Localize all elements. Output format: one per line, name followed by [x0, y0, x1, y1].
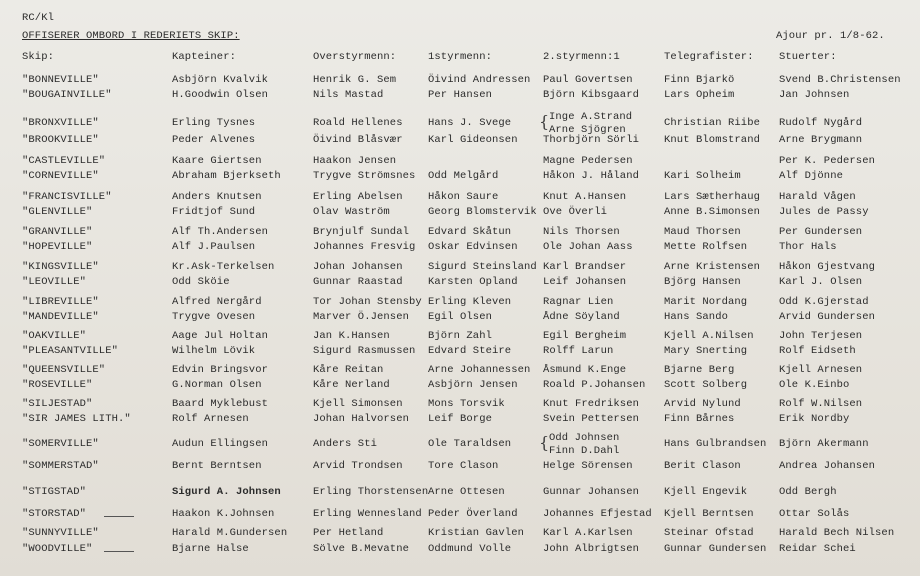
first-mate-name: Karl Gideonsen	[428, 134, 518, 146]
ship-name: "BROOKVILLE"	[22, 134, 99, 146]
second-mate-name: Gunnar Johansen	[543, 486, 640, 498]
captain-name: Wilhelm Lövik	[172, 345, 256, 357]
captain-name: Peder Alvenes	[172, 134, 256, 146]
captain-name: Sigurd A. Johnsen	[172, 486, 281, 498]
second-mate-name: Finn D.Dahl	[549, 445, 620, 457]
chief-mate-name: Kåre Nerland	[313, 379, 390, 391]
ship-name: "CASTLEVILLE"	[22, 155, 106, 167]
chief-mate-name: Henrik G. Sem	[313, 74, 397, 86]
steward-name: Alf Djönne	[779, 170, 844, 182]
ship-name: "SILJESTAD"	[22, 398, 93, 410]
captain-name: Rolf Arnesen	[172, 413, 249, 425]
first-mate-name: Edvard Skåtun	[428, 226, 512, 238]
steward-name: Rolf W.Nilsen	[779, 398, 863, 410]
radio-operator-name: Knut Blomstrand	[664, 134, 761, 146]
underline-dash	[104, 516, 134, 517]
radio-operator-name: Arvid Nylund	[664, 398, 741, 410]
radio-operator-name: Maud Thorsen	[664, 226, 741, 238]
steward-name: Kjell Arnesen	[779, 364, 863, 376]
captain-name: Kr.Ask-Terkelsen	[172, 261, 275, 273]
steward-name: Björn Akermann	[779, 438, 869, 450]
radio-operator-name: Christian Riibe	[664, 117, 761, 129]
chief-mate-name: Brynjulf Sundal	[313, 226, 410, 238]
header-second-mate: 2.styrmenn:1	[543, 51, 620, 63]
first-mate-name: Odd Melgård	[428, 170, 499, 182]
captain-name: Alf Th.Andersen	[172, 226, 269, 238]
ship-name: "SOMERVILLE"	[22, 438, 99, 450]
radio-operator-name: Björg Hansen	[664, 276, 741, 288]
radio-operator-name: Kjell Berntsen	[664, 508, 754, 520]
captain-name: Anders Knutsen	[172, 191, 262, 203]
captain-name: Harald M.Gundersen	[172, 527, 288, 539]
ship-name: "BONNEVILLE"	[22, 74, 99, 86]
ship-name: "FRANCISVILLE"	[22, 191, 112, 203]
second-mate-name: Ove Överli	[543, 206, 608, 218]
chief-mate-name: Nils Mastad	[313, 89, 384, 101]
captain-name: Audun Ellingsen	[172, 438, 269, 450]
second-mate-name: Thorbjörn Sörli	[543, 134, 640, 146]
second-mate-name: Johannes Efjestad	[543, 508, 652, 520]
captain-name: H.Goodwin Olsen	[172, 89, 269, 101]
chief-mate-name: Tor Johan Stensby	[313, 296, 422, 308]
second-mate-name: Magne Pedersen	[543, 155, 633, 167]
ship-name: "STORSTAD"	[22, 508, 87, 520]
chief-mate-name: Olav Waström	[313, 206, 390, 218]
radio-operator-name: Mary Snerting	[664, 345, 748, 357]
chief-mate-name: Anders Sti	[313, 438, 378, 450]
second-mate-name: Åsmund K.Enge	[543, 364, 627, 376]
radio-operator-name: Bjarne Berg	[664, 364, 735, 376]
first-mate-name: Erling Kleven	[428, 296, 512, 308]
radio-operator-name: Berit Clason	[664, 460, 741, 472]
ship-name: "SOMMERSTAD"	[22, 460, 99, 472]
captain-name: Odd Sköie	[172, 276, 230, 288]
ship-name: "ROSEVILLE"	[22, 379, 93, 391]
second-mate-name: Svein Pettersen	[543, 413, 640, 425]
first-mate-name: Öivind Andressen	[428, 74, 531, 86]
chief-mate-name: Roald Hellenes	[313, 117, 403, 129]
steward-name: Håkon Gjestvang	[779, 261, 876, 273]
ship-name: "SUNNYVILLE"	[22, 527, 99, 539]
radio-operator-name: Anne B.Simonsen	[664, 206, 761, 218]
steward-name: Harald Vågen	[779, 191, 856, 203]
steward-name: Erik Nordby	[779, 413, 850, 425]
steward-name: Jan Johnsen	[779, 89, 850, 101]
captain-name: Trygve Ovesen	[172, 311, 256, 323]
captain-name: Kaare Giertsen	[172, 155, 262, 167]
first-mate-name: Ole Taraldsen	[428, 438, 512, 450]
captain-name: Alfred Nergård	[172, 296, 262, 308]
chief-mate-name: Per Hetland	[313, 527, 384, 539]
first-mate-name: Oskar Edvinsen	[428, 241, 518, 253]
first-mate-name: Asbjörn Jensen	[428, 379, 518, 391]
ship-name: "WOODVILLE"	[22, 543, 93, 555]
steward-name: Arvid Gundersen	[779, 311, 876, 323]
first-mate-name: Peder Överland	[428, 508, 518, 520]
ship-name: "GRANVILLE"	[22, 226, 93, 238]
steward-name: Rolf Eidseth	[779, 345, 856, 357]
first-mate-name: Hans J. Svege	[428, 117, 512, 129]
chief-mate-name: Kjell Simonsen	[313, 398, 403, 410]
document-reference: RC/Kl	[22, 12, 55, 24]
chief-mate-name: Erling Wennesland	[313, 508, 422, 520]
second-mate-name: Leif Johansen	[543, 276, 627, 288]
chief-mate-name: Erling Thorstensen	[313, 486, 429, 498]
steward-name: John Terjesen	[779, 330, 863, 342]
radio-operator-name: Lars Opheim	[664, 89, 735, 101]
ship-name: "BOUGAINVILLE"	[22, 89, 112, 101]
steward-name: Odd K.Gjerstad	[779, 296, 869, 308]
ship-name: "OAKVILLE"	[22, 330, 87, 342]
first-mate-name: Leif Borge	[428, 413, 493, 425]
captain-name: Bernt Berntsen	[172, 460, 262, 472]
chief-mate-name: Johan Halvorsen	[313, 413, 410, 425]
captain-name: Erling Tysnes	[172, 117, 256, 129]
steward-name: Thor Hals	[779, 241, 837, 253]
captain-name: Aage Jul Holtan	[172, 330, 269, 342]
captain-name: Asbjörn Kvalvik	[172, 74, 269, 86]
steward-name: Rudolf Nygård	[779, 117, 863, 129]
ship-name: "HOPEVILLE"	[22, 241, 93, 253]
second-mate-name: Knut Fredriksen	[543, 398, 640, 410]
first-mate-name: Kristian Gavlen	[428, 527, 525, 539]
second-mate-name: Helge Sörensen	[543, 460, 633, 472]
captain-name: Fridtjof Sund	[172, 206, 256, 218]
chief-mate-name: Erling Abelsen	[313, 191, 403, 203]
radio-operator-name: Arne Kristensen	[664, 261, 761, 273]
first-mate-name: Oddmund Volle	[428, 543, 512, 555]
second-mate-name: Karl A.Karlsen	[543, 527, 633, 539]
radio-operator-name: Kjell Engevik	[664, 486, 748, 498]
second-mate-name: Inge A.Strand	[549, 111, 633, 123]
radio-operator-name: Hans Gulbrandsen	[664, 438, 767, 450]
steward-name: Jules de Passy	[779, 206, 869, 218]
chief-mate-name: Kåre Reitan	[313, 364, 384, 376]
ship-name: "PLEASANTVILLE"	[22, 345, 119, 357]
captain-name: Edvin Bringsvor	[172, 364, 269, 376]
first-mate-name: Georg Blomstervik	[428, 206, 537, 218]
steward-name: Svend B.Christensen	[779, 74, 901, 86]
ship-name: "MANDEVILLE"	[22, 311, 99, 323]
radio-operator-name: Mette Rolfsen	[664, 241, 748, 253]
second-mate-name: Håkon J. Håland	[543, 170, 640, 182]
captain-name: G.Norman Olsen	[172, 379, 262, 391]
header-captain: Kapteiner:	[172, 51, 237, 63]
document-title: OFFISERER OMBORD I REDERIETS SKIP:	[22, 30, 240, 42]
chief-mate-name: Sigurd Rasmussen	[313, 345, 416, 357]
document-date: Ajour pr. 1/8-62.	[776, 30, 885, 42]
second-mate-name: Ådne Söyland	[543, 311, 620, 323]
radio-operator-name: Lars Sætherhaug	[664, 191, 761, 203]
radio-operator-name: Kari Solheim	[664, 170, 741, 182]
header-first-mate: 1styrmenn:	[428, 51, 493, 63]
second-mate-name: Nils Thorsen	[543, 226, 620, 238]
second-mate-name: Roald P.Johansen	[543, 379, 646, 391]
ship-name: "STIGSTAD"	[22, 486, 87, 498]
first-mate-name: Sigurd Steinsland	[428, 261, 537, 273]
steward-name: Karl J. Olsen	[779, 276, 863, 288]
first-mate-name: Björn Zahl	[428, 330, 493, 342]
second-mate-name: Egil Bergheim	[543, 330, 627, 342]
steward-name: Ole K.Einbo	[779, 379, 850, 391]
second-mate-name: Odd Johnsen	[549, 432, 620, 444]
ship-name: "QUEENSVILLE"	[22, 364, 106, 376]
radio-operator-name: Steinar Ofstad	[664, 527, 754, 539]
brace-mark: {	[539, 433, 550, 452]
chief-mate-name: Gunnar Raastad	[313, 276, 403, 288]
chief-mate-name: Haakon Jensen	[313, 155, 397, 167]
captain-name: Bjarne Halse	[172, 543, 249, 555]
first-mate-name: Mons Torsvik	[428, 398, 505, 410]
ship-name: "GLENVILLE"	[22, 206, 93, 218]
chief-mate-name: Öivind Blåsvær	[313, 134, 403, 146]
captain-name: Haakon K.Johnsen	[172, 508, 275, 520]
steward-name: Per K. Pedersen	[779, 155, 876, 167]
ship-name: "KINGSVILLE"	[22, 261, 99, 273]
brace-mark: {	[539, 112, 550, 131]
first-mate-name: Edvard Steire	[428, 345, 512, 357]
radio-operator-name: Marit Nordang	[664, 296, 748, 308]
header-radio-operator: Telegrafister:	[664, 51, 754, 63]
radio-operator-name: Hans Sando	[664, 311, 729, 323]
steward-name: Harald Bech Nilsen	[779, 527, 895, 539]
radio-operator-name: Gunnar Gundersen	[664, 543, 767, 555]
steward-name: Ottar Solås	[779, 508, 850, 520]
steward-name: Reidar Schei	[779, 543, 856, 555]
steward-name: Odd Bergh	[779, 486, 837, 498]
ship-name: "BRONXVILLE"	[22, 117, 99, 129]
first-mate-name: Tore Clason	[428, 460, 499, 472]
chief-mate-name: Trygve Strömsnes	[313, 170, 416, 182]
radio-operator-name: Kjell A.Nilsen	[664, 330, 754, 342]
ship-name: "LIBREVILLE"	[22, 296, 99, 308]
steward-name: Per Gundersen	[779, 226, 863, 238]
first-mate-name: Arne Ottesen	[428, 486, 505, 498]
chief-mate-name: Sölve B.Mevatne	[313, 543, 410, 555]
first-mate-name: Per Hansen	[428, 89, 493, 101]
chief-mate-name: Johan Johansen	[313, 261, 403, 273]
first-mate-name: Arne Johannessen	[428, 364, 531, 376]
second-mate-name: Ragnar Lien	[543, 296, 614, 308]
chief-mate-name: Johannes Fresvig	[313, 241, 416, 253]
header-steward: Stuerter:	[779, 51, 837, 63]
second-mate-name: Björn Kibsgaard	[543, 89, 640, 101]
captain-name: Alf J.Paulsen	[172, 241, 256, 253]
second-mate-name: Knut A.Hansen	[543, 191, 627, 203]
radio-operator-name: Finn Bjarkö	[664, 74, 735, 86]
ship-name: "SIR JAMES LITH."	[22, 413, 131, 425]
chief-mate-name: Jan K.Hansen	[313, 330, 390, 342]
header-ship: Skip:	[22, 51, 55, 63]
second-mate-name: Rolff Larun	[543, 345, 614, 357]
underline-dash	[104, 551, 134, 552]
captain-name: Abraham Bjerkseth	[172, 170, 281, 182]
chief-mate-name: Arvid Trondsen	[313, 460, 403, 472]
first-mate-name: Håkon Saure	[428, 191, 499, 203]
first-mate-name: Karsten Opland	[428, 276, 518, 288]
steward-name: Andrea Johansen	[779, 460, 876, 472]
captain-name: Baard Myklebust	[172, 398, 269, 410]
steward-name: Arne Brygmann	[779, 134, 863, 146]
second-mate-name: Ole Johan Aass	[543, 241, 633, 253]
header-chief-mate: Overstyrmenn:	[313, 51, 397, 63]
ship-name: "LEOVILLE"	[22, 276, 87, 288]
chief-mate-name: Marver Ö.Jensen	[313, 311, 410, 323]
second-mate-name: John Albrigtsen	[543, 543, 640, 555]
second-mate-name: Paul Govertsen	[543, 74, 633, 86]
ship-name: "CORNEVILLE"	[22, 170, 99, 182]
second-mate-name: Arne Sjögren	[549, 124, 626, 136]
radio-operator-name: Scott Solberg	[664, 379, 748, 391]
second-mate-name: Karl Brandser	[543, 261, 627, 273]
radio-operator-name: Finn Bårnes	[664, 413, 735, 425]
first-mate-name: Egil Olsen	[428, 311, 493, 323]
